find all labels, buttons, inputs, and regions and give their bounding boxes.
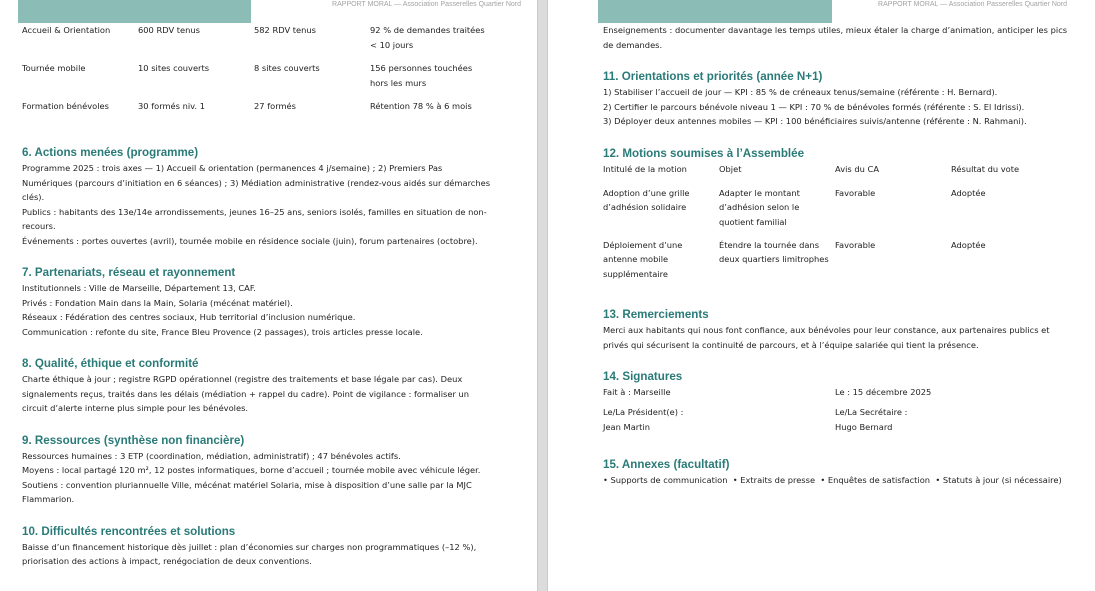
section-title: 12. Motions soumises à l’Assemblée	[603, 146, 805, 160]
section-title: 10. Difficultés rencontrées et solutions	[22, 524, 236, 538]
kpi-target: 600 RDV tenus	[138, 25, 200, 35]
section-title: 8. Qualité, éthique et conformité	[22, 357, 199, 370]
column-header: Résultat du vote	[951, 163, 1020, 174]
signature-place-date	[603, 385, 1073, 405]
section-title: 11. Orientations et priorités (année N+1)	[603, 70, 823, 83]
paragraph: Enseignements : documenter davantage les temps utiles, mieux étaler la charge d’animation, anticiper les pics de demandes.	[603, 25, 1068, 50]
section-9	[22, 433, 492, 507]
section-title: 6. Actions menées (programme)	[22, 146, 199, 159]
annex-list: • Supports de communication • Extraits de presse • Enquêtes de satisfaction • Statuts à jour (si nécessaire)	[603, 475, 1062, 485]
paragraph: Privés : Fondation Main dans la Main, Solaria (mécénat matériel).	[22, 297, 293, 308]
section-title: 14. Signatures	[603, 370, 683, 383]
table-cell: Favorable	[835, 239, 876, 250]
section-8	[22, 356, 492, 416]
section-11	[603, 69, 1073, 129]
header-accent-band	[18, 0, 251, 23]
kpi-label: Accueil & Orientation	[22, 25, 111, 35]
page-left-content	[22, 23, 492, 569]
paragraph: Baisse d’un financement historique dès juillet : plan d’économies sur charges non programmatiques (–12 %), priorisation des actions à impact, renégociation de deux conventions.	[22, 541, 477, 566]
secretary-label: Le/La Secrétaire :	[835, 407, 908, 417]
paragraph: Réseaux : Fédération des centres sociaux, Hub territorial d’inclusion numérique.	[22, 312, 356, 322]
paragraph: Ressources humaines : 3 ETP (coordination, médiation, administratif) ; 47 bénévoles actifs.	[22, 450, 401, 461]
document-page-left	[0, 0, 537, 591]
kpi-table	[22, 23, 492, 137]
table-cell: Adapter le montant d’adhésion selon le quotient familial	[719, 187, 800, 227]
column-header: Avis du CA	[835, 163, 879, 174]
kpi-actual: 8 sites couverts	[254, 63, 320, 73]
table-cell: Adoption d’une grille d’adhésion solidaire	[603, 187, 690, 212]
table-row	[603, 186, 1073, 238]
section-title: 13. Remerciements	[603, 308, 709, 321]
motions-table-header	[603, 162, 1073, 186]
table-cell: Déploiement d’une antenne mobile supplémentaire	[603, 239, 683, 279]
paragraph: Merci aux habitants qui nous font confiance, aux bénévoles pour leur constance, aux partenaires publics et privés qui sécurisent la continuité de parcours, et à l’équipe salariée qui tient la présence.	[603, 325, 1050, 350]
table-cell: Adoptée	[951, 187, 986, 198]
kpi-label: Tournée mobile	[22, 63, 86, 73]
kpi-comment: 92 % de demandes traitées < 10 jours	[370, 25, 485, 50]
running-header: RAPPORT MORAL — Association Passerelles Quartier Nord	[878, 1, 1067, 8]
column-header: Objet	[719, 163, 742, 174]
kpi-actual: 582 RDV tenus	[254, 25, 316, 35]
kpi-row	[22, 99, 492, 137]
section-title: 9. Ressources (synthèse non financière)	[22, 433, 245, 447]
secretary-name: Hugo Bernard	[835, 421, 893, 432]
table-cell: Favorable	[835, 187, 876, 198]
paragraph: Institutionnels : Ville de Marseille, Département 13, CAF.	[22, 283, 256, 293]
paragraph: Communication : refonte du site, France Bleu Provence (2 passages), trois articles presse locale.	[22, 326, 423, 337]
paragraph: Soutiens : convention pluriannuelle Ville, mécénat matériel Solaria, mise à disposition d’une salle par la MJC Flammarion.	[22, 479, 472, 504]
kpi-row	[22, 23, 492, 61]
list-item: 1) Stabiliser l’accueil de jour — KPI : 85 % de créneaux tenus/semaine (référente : H. Bernard).	[603, 87, 998, 97]
table-cell: Étendre la tournée dans deux quartiers limitrophes	[719, 239, 829, 264]
kpi-label: Formation bénévoles	[22, 101, 109, 111]
table-row	[603, 238, 1073, 282]
kpi-row	[22, 61, 492, 99]
list-item: 3) Déployer deux antennes mobiles — KPI : 100 bénéficiaires suivis/antenne (référente : N. Rahmani).	[603, 116, 1027, 126]
president-signature	[603, 405, 835, 434]
running-header: RAPPORT MORAL — Association Passerelles Quartier Nord	[332, 1, 521, 8]
section-13	[603, 307, 1073, 352]
section-title: 15. Annexes (facultatif)	[603, 458, 730, 471]
header-accent-band	[598, 0, 832, 23]
kpi-target: 10 sites couverts	[138, 63, 210, 73]
paragraph: Programme 2025 : trois axes — 1) Accueil & orientation (permanences 4 j/semaine) ; 2) Premiers Pas Numériques (parcours d’initiation en 6 séances) ; 3) Médiation administrative (rendez-vous aidés sur démarches clés).	[22, 163, 491, 202]
section-10	[22, 524, 492, 569]
column-header: Intitulé de la motion	[603, 163, 687, 174]
paragraph: Publics : habitants des 13e/14e arrondissements, jeunes 16–25 ans, seniors isolés, familles en situation de non-recours.	[22, 206, 487, 231]
section-14	[603, 369, 1073, 434]
kpi-comment: Rétention 78 % à 6 mois	[370, 101, 472, 111]
section-6	[22, 145, 492, 248]
secretary-signature	[835, 405, 1067, 434]
document-page-right	[548, 0, 1095, 591]
section-15	[603, 457, 1073, 488]
kpi-target: 30 formés niv. 1	[138, 101, 205, 111]
paragraph: Moyens : local partagé 120 m², 12 postes informatiques, borne d’accueil ; tournée mobile avec véhicule léger.	[22, 465, 481, 475]
section-title: 7. Partenariats, réseau et rayonnement	[22, 266, 236, 279]
signature-block	[603, 405, 1073, 434]
section-7	[22, 265, 492, 339]
table-cell: Adoptée	[951, 239, 986, 250]
paragraph: Événements : portes ouvertes (avril), tournée mobile en résidence sociale (juin), forum partenaires (octobre).	[22, 235, 478, 246]
signature-place: Fait à : Marseille	[603, 387, 671, 397]
list-item: 2) Certifier le parcours bénévole niveau 1 — KPI : 70 % de bénévoles formés (référente : S. El Idrissi).	[603, 101, 1025, 112]
kpi-actual: 27 formés	[254, 101, 296, 111]
paragraph: Charte éthique à jour ; registre RGPD opérationnel (registre des traitements et base légale par cas). Deux signalements reçus, traités dans les délais (médiation + rappel du cadre). Point de vigilance : formaliser un circuit d’alerte interne plus simple pour les bénévoles.	[22, 374, 470, 413]
kpi-comment: 156 personnes touchées hors les murs	[370, 63, 473, 88]
signature-date: Le : 15 décembre 2025	[835, 387, 932, 397]
president-label: Le/La Président(e) :	[603, 407, 684, 417]
page-gutter	[537, 0, 548, 591]
president-name: Jean Martin	[603, 421, 651, 432]
page-right-content	[603, 23, 1073, 488]
section-12	[603, 146, 1073, 282]
